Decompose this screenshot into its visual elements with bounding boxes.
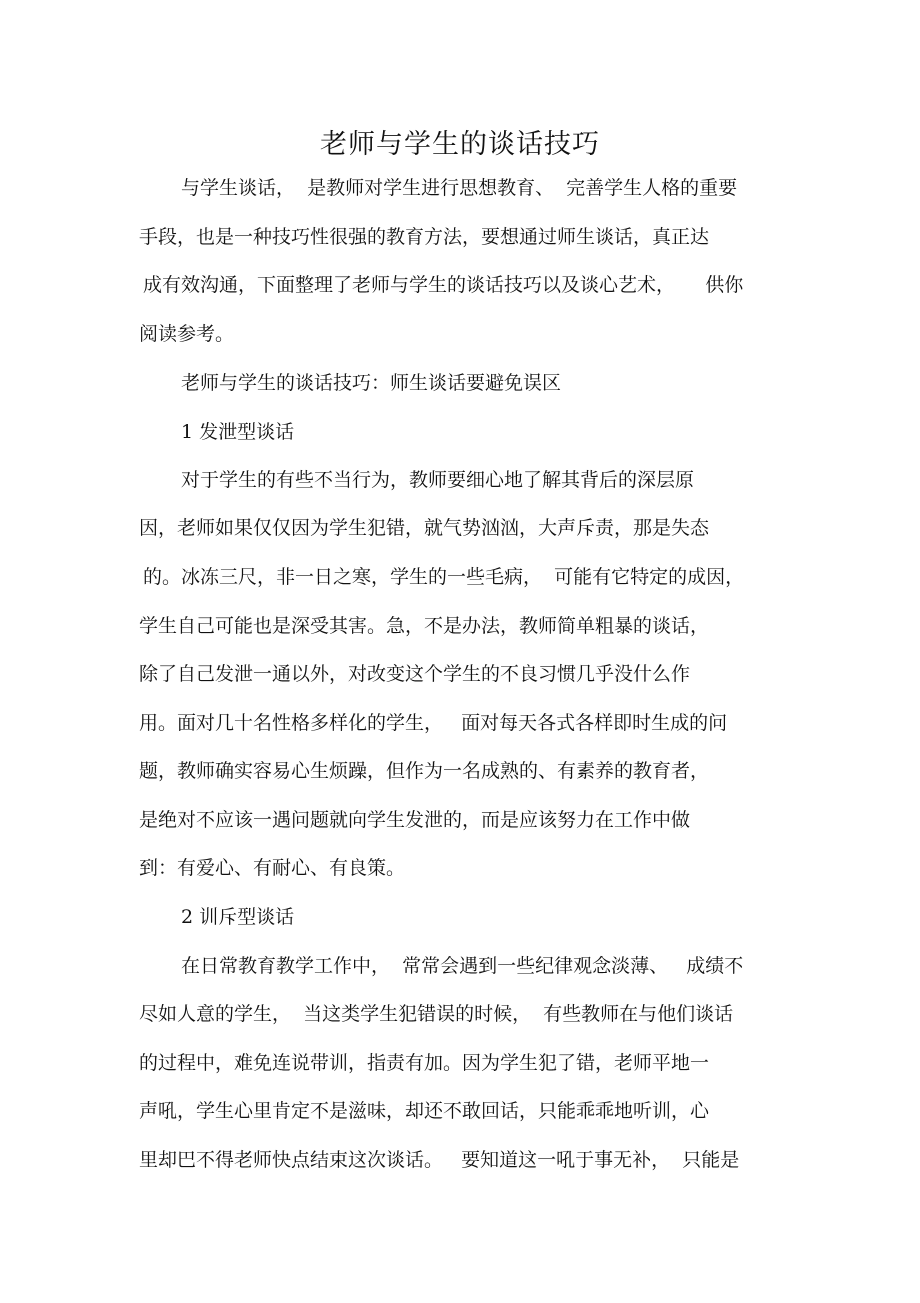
body-line: 在日常教育教学工作中， 常常会遇到一些纪律观念淡薄、 成绩不	[181, 955, 744, 977]
section-heading: 老师与学生的谈话技巧：师生谈话要避免误区	[181, 372, 562, 394]
document-title: 老师与学生的谈话技巧	[320, 129, 600, 160]
body-line: 的。冰冻三尺，非一日之寒，学生的一些毛病， 可能有它特定的成因，	[143, 566, 745, 588]
body-line: 除了自己发泄一通以外，对改变这个学生的不良习惯几乎没什么作	[139, 663, 691, 685]
body-line: 对于学生的有些不当行为，教师要细心地了解其背后的深层原	[181, 469, 695, 491]
body-line: 尽如人意的学生， 当这类学生犯错误的时候， 有些教师在与他们谈话	[139, 1003, 734, 1025]
body-line: 手段，也是一种技巧性很强的教育方法，要想通过师生谈话，真正达	[139, 226, 710, 248]
body-line: 成有效沟通，下面整理了老师与学生的谈话技巧以及谈心艺术， 供你	[143, 274, 744, 296]
body-line: 用。面对几十名性格多样化的学生， 面对每天各式各样即时生成的问	[139, 712, 728, 734]
body-line: 的过程中，难免连说带训，指责有加。因为学生犯了错，老师平地一	[139, 1052, 710, 1074]
body-line: 因，老师如果仅仅因为学生犯错，就气势汹汹，大声斥责，那是失态	[139, 517, 710, 539]
subsection-heading: 1 发泄型谈话	[181, 421, 295, 443]
subsection-heading: 2 训斥型谈话	[181, 906, 295, 928]
body-line: 里却巴不得老师快点结束这次谈话。 要知道这一吼于事无补， 只能是	[139, 1149, 740, 1171]
body-line: 学生自己可能也是深受其害。急，不是办法，教师简单粗暴的谈话，	[139, 615, 710, 637]
body-line: 与学生谈话， 是教师对学生进行思想教育、 完善学生人格的重要	[181, 177, 738, 199]
body-line: 是绝对不应该一遇问题就向学生发泄的，而是应该努力在工作中做	[139, 809, 691, 831]
body-line: 到：有爱心、有耐心、有良策。	[139, 857, 406, 879]
body-line: 声吼，学生心里肯定不是滋味，却还不敢回话，只能乖乖地听训，心	[139, 1100, 710, 1122]
body-line: 题，教师确实容易心生烦躁，但作为一名成熟的、有素养的教育者，	[139, 760, 710, 782]
body-line: 阅读参考。	[139, 323, 235, 345]
